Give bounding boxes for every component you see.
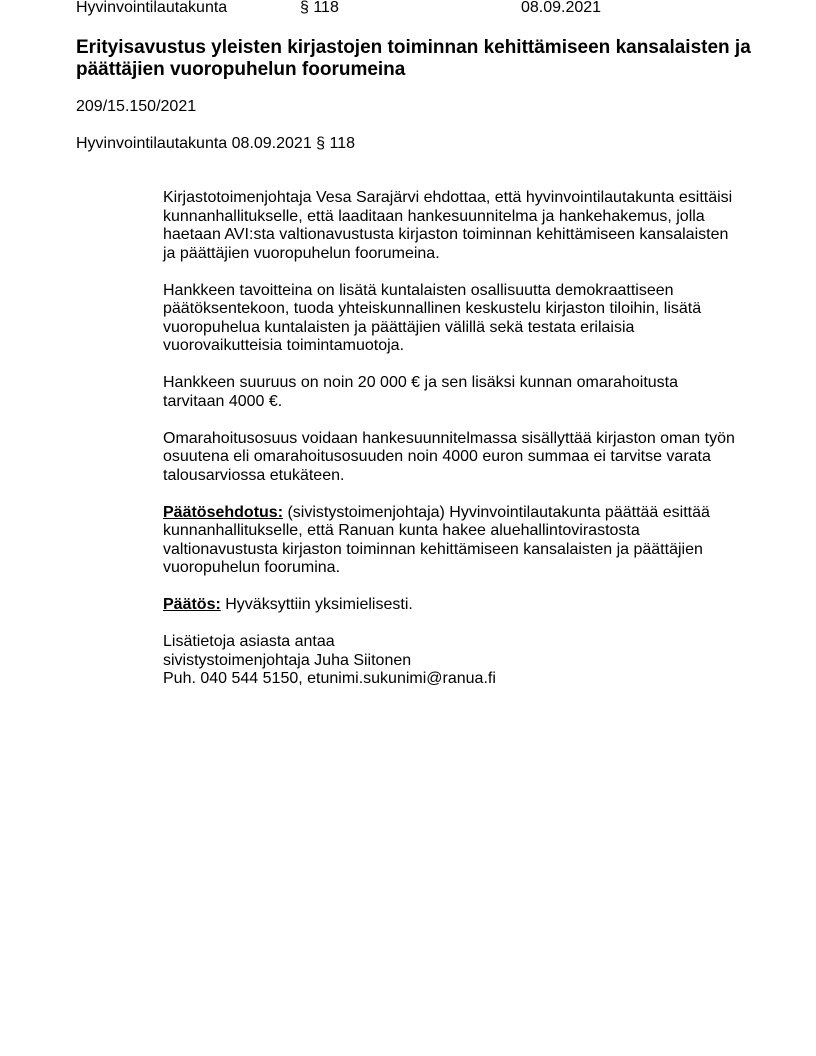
document-body [163, 189, 743, 689]
header-date: 08.09.2021 [521, 0, 602, 16]
header-section-number: § 118 [300, 0, 339, 16]
page-header [76, 0, 776, 20]
paragraph-self-financing: Omarahoitusosuus voidaan hankesuunnitelmassa sisällyttää kirjaston oman työn osuutena eli omarahoitusosuuden noin 4000 euron summaa ei tarvitse varata talousarviossa etukäteen. [163, 429, 735, 484]
document-title: Erityisavustus yleisten kirjastojen toiminnan kehittämiseen kansalaisten ja päättäjien vuoropuhelun foorumeina [76, 37, 751, 80]
decision-proposal-label: Päätösehdotus: [163, 503, 284, 521]
decision-text: Hyväksyttiin yksimielisesti. [220, 596, 413, 613]
paragraph-budget: Hankkeen suuruus on noin 20 000 € ja sen lisäksi kunnan omarahoitusta tarvitaan 4000 €. [163, 374, 678, 410]
contact-person: sivistystoimenjohtaja Juha Siitonen [163, 651, 412, 669]
decision [163, 596, 743, 615]
document-number: 209/15.150/2021 [76, 98, 197, 115]
contact-intro: Lisätietoja asiasta antaa [163, 633, 335, 650]
contact-info [163, 633, 743, 689]
decision-proposal [163, 504, 743, 578]
paragraph-initiative: Kirjastotoimenjohtaja Vesa Sarajärvi ehdottaa, että hyvinvointilautakunta esittäisi kunnanhallitukselle, että laaditaan hankesuunnitelma ja hankehakemus, jolla haetaan AVI:sta valtionavustusta kirjaston toiminnan kehittämiseen kansalaisten ja päättäjien vuoropuhelun foorumeina. [163, 189, 733, 262]
decision-label: Päätös: [163, 596, 221, 613]
contact-phone-email: Puh. 040 544 5150, etunimi.sukunimi@ranua.fi [163, 670, 496, 687]
paragraph-goals: Hankkeen tavoitteina on lisätä kuntalaisten osallisuutta demokraattiseen päätöksentekoon, tuoda yhteiskunnallinen keskustelu kirjaston tiloihin, lisätä vuoropuhelua kuntalaisten ja päättäjien välillä sekä testata erilaisia vuorovaikutteisia toimintamuotoja. [163, 281, 702, 354]
decision-proposal-text: (sivistystoimenjohtaja) Hyvinvointilautakunta päättää esittää kunnanhallitukselle, että Ranuan kunta hakee aluehallintovirastosta valtionavustusta kirjaston toiminnan kehittämiseen kansalaisten ja päättäjien vuoropuhelun foorumina. [163, 503, 710, 576]
header-body-name: Hyvinvointilautakunta [76, 0, 228, 16]
meeting-reference: Hyvinvointilautakunta 08.09.2021 § 118 [76, 135, 356, 152]
